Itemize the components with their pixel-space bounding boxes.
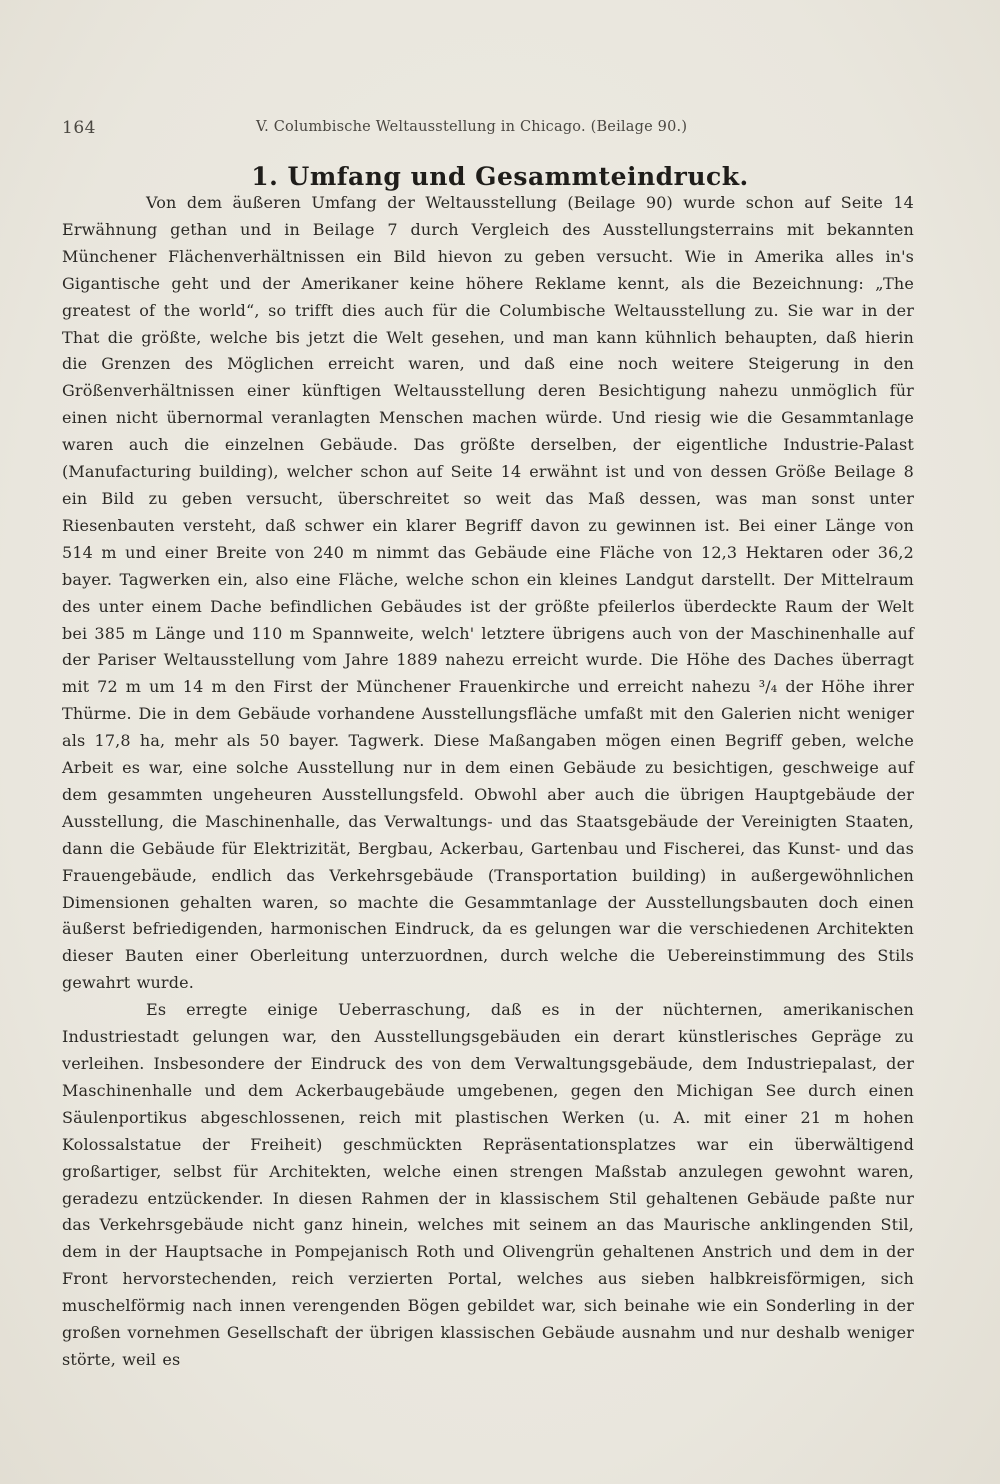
running-head: V. Columbische Weltausstellung in Chicago. (Beilage 90.) [256, 119, 688, 135]
page-number: 164 [62, 118, 96, 138]
paragraph-2: Es erregte einige Ueberraschung, daß es in der nüchternen, amerikanischen Industriestadt gelungen war, den Ausstellungsgebäuden ein derart künstlerisches Gepräge zu verleihen. Insbesondere der Eindruck des von dem Verwaltungsgebäude, dem Industriepalast, der Maschinenhalle und dem Ackerbaugebäude umgebenen, gegen den Michigan See durch einen Säulenportikus abgeschlossenen, reich mit plastischen Werken (u. A. mit einer 21 m hohen Kolossalstatue der Freiheit) geschmückten Repräsentationsplatzes war ein überwältigend großartiger, selbst für Architekten, welche einen strengen Maßstab anzulegen gewohnt waren, geradezu entzückender. In diesen Rahmen der in klassischem Stil gehaltenen Gebäude paßte nur das Verkehrsgebäude nicht ganz hinein, welches mit seinem an das Maurische anklingenden Stil, dem in der Hauptsache in Pompejanisch Roth und Olivengrün gehaltenen Anstrich und dem in der Front hervorstechenden, reich verzierten Portal, welches aus sieben halbkreisförmigen, sich muschelförmig nach innen verengenden Bögen gebildet war, sich beinahe wie ein Sonderling in der großen vornehmen Gesellschaft der übrigen klassischen Gebäude ausnahm und nur deshalb weniger störte, weil es [62, 1000, 914, 1369]
body-text [62, 190, 914, 1374]
page-header [62, 116, 914, 140]
section-title: 1. Umfang und Gesammteindruck. [251, 162, 749, 191]
paragraph-1: Von dem äußeren Umfang der Weltausstellung (Beilage 90) wurde schon auf Seite 14 Erwähnung gethan und in Beilage 7 durch Vergleich des Ausstellungsterrains mit bekannten Münchener Flächenverhältnissen ein Bild hievon zu geben versucht. Wie in Amerika alles in's Gigantische geht und der Amerikaner keine höhere Reklame kennt, als die Bezeichnung: „The greatest of the world“, so trifft dies auch für die Columbische Weltausstellung zu. Sie war in der That die größte, welche bis jetzt die Welt gesehen, und man kann kühnlich behaupten, daß hierin die Grenzen des Möglichen erreicht waren, und daß eine noch weitere Steigerung in den Größenverhältnissen einer künftigen Weltausstellung deren Besichtigung nahezu unmöglich für einen nicht übernormal veranlagten Menschen machen würde. Und riesig wie die Gesammtanlage waren auch die einzelnen Gebäude. Das größte derselben, der eigentliche Industrie-Palast (Manufacturing building), welcher schon auf Seite 14 erwähnt ist und von dessen Größe Beilage 8 ein Bild zu geben versucht, überschreitet so weit das Maß dessen, was man sonst unter Riesenbauten versteht, daß schwer ein klarer Begriff davon zu gewinnen ist. Bei einer Länge von 514 m und einer Breite von 240 m nimmt das Gebäude eine Fläche von 12,3 Hektaren oder 36,2 bayer. Tagwerken ein, also eine Fläche, welche schon ein kleines Landgut darstellt. Der Mittelraum des unter einem Dache befindlichen Gebäudes ist der größte pfeilerlos überdeckte Raum der Welt bei 385 m Länge und 110 m Spannweite, welch' letztere übrigens auch von der Maschinenhalle auf der Pariser Weltausstellung vom Jahre 1889 nahezu erreicht wurde. Die Höhe des Daches überragt mit 72 m um 14 m den First der Münchener Frauenkirche und erreicht nahezu ³/₄ der Höhe ihrer Thürme. Die in dem Gebäude vorhandene Ausstellungsfläche umfaßt mit den Galerien nicht weniger als 17,8 ha, mehr als 50 bayer. Tagwerk. Diese Maßangaben mögen einen Begriff geben, welche Arbeit es war, eine solche Ausstellung nur in dem einen Gebäude zu besichtigen, geschweige auf dem gesammten ungeheuren Ausstellungsfeld. Obwohl aber auch die übrigen Hauptgebäude der Ausstellung, die Maschinenhalle, das Verwaltungs- und das Staatsgebäude der Vereinigten Staaten, dann die Gebäude für Elektrizität, Bergbau, Ackerbau, Gartenbau und Fischerei, das Kunst- und das Frauengebäude, endlich das Verkehrsgebäude (Transportation building) in außergewöhnlichen Dimensionen gehalten waren, so machte die Gesammtanlage der Ausstellungsbauten doch einen äußerst befriedigenden, harmonischen Eindruck, da es gelungen war die verschiedenen Architekten dieser Bauten einer Oberleitung unterzuordnen, durch welche die Uebereinstimmung des Stils gewahrt wurde. [62, 193, 914, 993]
